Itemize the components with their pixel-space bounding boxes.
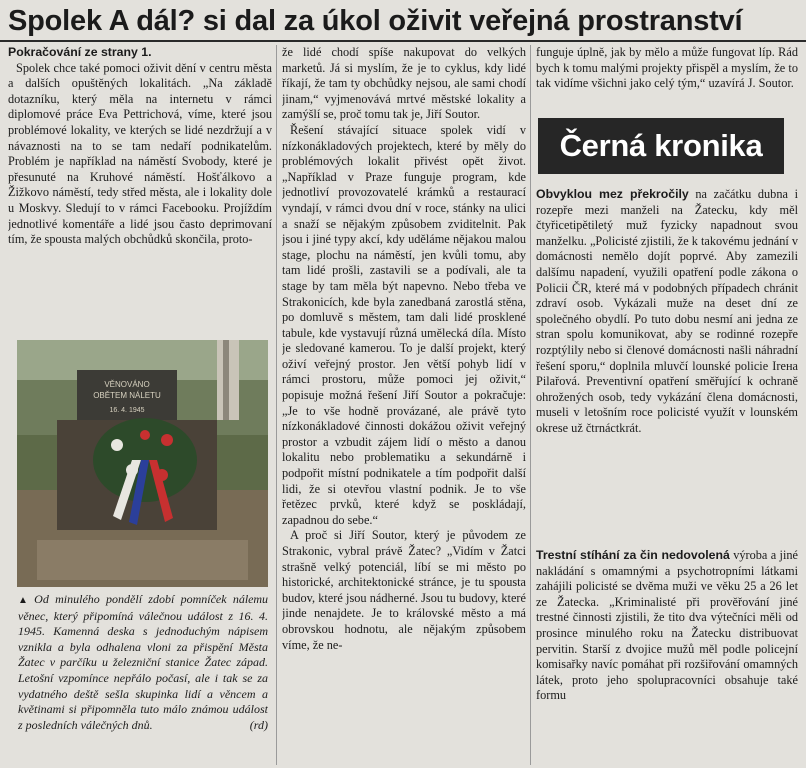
caption-triangle-icon: ▲ bbox=[18, 595, 32, 606]
crime-report-text: výroba a jiné nakládání s omamnými a psychotropními látkami zahájili policisté se dvěma muži ve věku 25 a 26 let ze Žatecka. „Kriminalisté při prověřování jiné trestné činnosti zjistili, že tito dva výtečníci měli od prosince minulého roku na Žatecku distribuovat pervitin. Starší z dvojice mužů měl podle policejní komisařky navíc pomáhat při rozšiřování omamných látek, proto jeho spolupracovníci obsahuje také formu bbox=[536, 548, 798, 703]
memorial-photo bbox=[17, 340, 268, 587]
crime-report-text: na začátku dubna i rozepře mezi manželi na Žatecku, kdy měl čtyřicetipětiletý muž fyzicky napadnout svou manželku. „Policisté zjistili, že k takovému jednání v domácnosti nemělo dojít poprvé. Aby zamezili dalšímu napadení, využili opatření podle zákona o Policii ČR, které má v podobných případech chránit zdraví osob. Vykázali muže na deset dní ze společného obydlí. Po tuto dobu nesmí ani jedna ze stran spolu komunikovat, aby se rodinné rozepře rozptýlily nebo si členové domácnosti našli náhradní řešení sporu,“ doplnila mluvčí lounské policie Ireна Pilařová. Preventivní opatření směřující k ochraně ohrožených osob, tedy vykázání člena domácnosti, museli v letošním roce policisté využít v lounském okrese už čtrnáctkrát. bbox=[536, 187, 798, 435]
caption-text: Od minulého pondělí zdobí pomníček nálетu věnec, který připomíná válečnou událost z 16. 4. 1945. Kamenná deska s jednoduchým nápisem vznikla a byla odhalena vloni za přispění Města Žatec v parčíku u železniční stanice Žatec západ. Letošní vzpomínce nepřálo počasí, ale i tak se za vydatného deště sešla skupinka lidí a věncem a květinami si připomněla tuto málo známou událost z posledních válečných dnů. bbox=[18, 592, 268, 732]
article-column-3 bbox=[536, 45, 798, 115]
crime-report-1 bbox=[536, 187, 798, 532]
photo-caption bbox=[18, 592, 268, 762]
stone-line-2: OBĚTEM NÁLETU bbox=[93, 391, 161, 400]
article-paragraph: Řešení stávající situace spolek vidí v nízkonákladových projektech, které by měly do problémových lokalit přivést opět život. „Například v Praze funguje program, kde jednotliví provozovatelé krámků a restaurací vyndají, v rámci dvou dní v roce, stánky na ulici a snaží se nějakým způsobem zviditelnit. Pak jsou i jiné typy akcí, kdy uděláme nějakou malou stage, plochu na náměstí, jen kvůli tomu, aby tam lidé prošli, zastavili se a podívali, ale ta stage by tam měla být napevno. Nebo třeba ve Strakonicích, kde byla zanedbaná zarostlá stěna, po domluvě s městem, tam dali lidé prosklené tabule, kde vystavují různá umělecká díla. Místo je sledované kamerou. To je další projekt, který oživí veřejný prostor. Jen větší pohyb lidí v rámci prostoru, může pomoci jej oživit,“ popisuje možná řešení Jiří Soutor a pokračuje: „Je to vše hodně provázané, ale právě tyto nízkonákladové činnosti dokážou oživit veřejný prostor a vzbudit zájem lidí o město a danou lokalitu nebo problematiku a sekundárně i podpořit místní podnikatele a tím podpořit další lidi, že si otevřou vlastní podnik. Je to vše řetězec prvků, které když se poskládají, zapadnou do sebe.“ bbox=[282, 122, 526, 527]
article-column-2 bbox=[282, 45, 526, 765]
crime-report-lead: Obvyklou mez překročily bbox=[536, 187, 689, 201]
stone-line-1: VĚNOVÁNO bbox=[104, 380, 150, 389]
section-title: Černá kronika bbox=[538, 118, 784, 174]
caption-signature: (rd) bbox=[249, 717, 268, 732]
article-paragraph: že lidé chodí spíše nakupovat do velkých marketů. Já si myslím, že je to cyklus, kdy lidé říkají, že tam ty obchůdky nejsou, ale sami chodí jinam,“ vyjmenovává mrtvé městské lokality a zamýšlí se, proč tomu tak je, Jiří Soutor. bbox=[282, 45, 526, 122]
article-paragraph: funguje úplně, jak by mělo a může fungovat líp. Rád bych k tomu malými projekty přispěl a myslím, že to tak vidíme všichni jako celý tým,“ uzavírá J. Soutor. bbox=[536, 45, 798, 91]
column-divider bbox=[530, 45, 531, 765]
crime-report-2 bbox=[536, 548, 798, 768]
headline: Spolek A dál? si dal za úkol oživit veřejná prostranství bbox=[8, 5, 743, 37]
article-paragraph: A proč si Jiří Soutor, který je původem ze Strakonic, vybral právě Žatec? „Vidím v Žatci strašně velký potenciál, líbí se mi město po historické, architektonické stránce, je tu spousta budov, které jsou nádherné. Jsou tu budovy, které jinde nenajdete. Je to královské město a má obrovskou hodnotu, ale nějakým způsobem víme, že ne- bbox=[282, 528, 526, 652]
stone-date: 16. 4. 1945 bbox=[109, 407, 145, 414]
crime-report-paragraph bbox=[536, 187, 798, 437]
article-column-1 bbox=[8, 45, 272, 337]
column-divider bbox=[276, 45, 277, 765]
crime-report-lead: Trestní stíhání za čin nedovolená bbox=[536, 548, 730, 562]
continued-label: Pokračování ze strany 1. bbox=[8, 45, 152, 59]
crime-report-paragraph bbox=[536, 548, 798, 704]
article-paragraph: Spolek chce také pomoci oživit dění v centru města a dalších opuštěných lokalitách. „Na základě dotazníku, který měla na internetu v rámci diplomové práce Eva Pettrichová, víme, které jsou problémové lokality, ve kterých se lidé nezdržují a v návaznosti na to se tam nedaří podnikatelům. Problém je například na náměstí Svobody, které je přesunuté na Kruhové náměstí. Hošťálkovo a Žižkovo náměstí, tedy střed města, ale i lokality dole u Moskvy. Sledují to v rámci Facebooku. Projíždím jednotlivé komentáře a lidé jsou často deprimovaní tím, že spousta malých obchůdků skončila, proto- bbox=[8, 60, 272, 247]
headline-rule bbox=[0, 40, 806, 42]
